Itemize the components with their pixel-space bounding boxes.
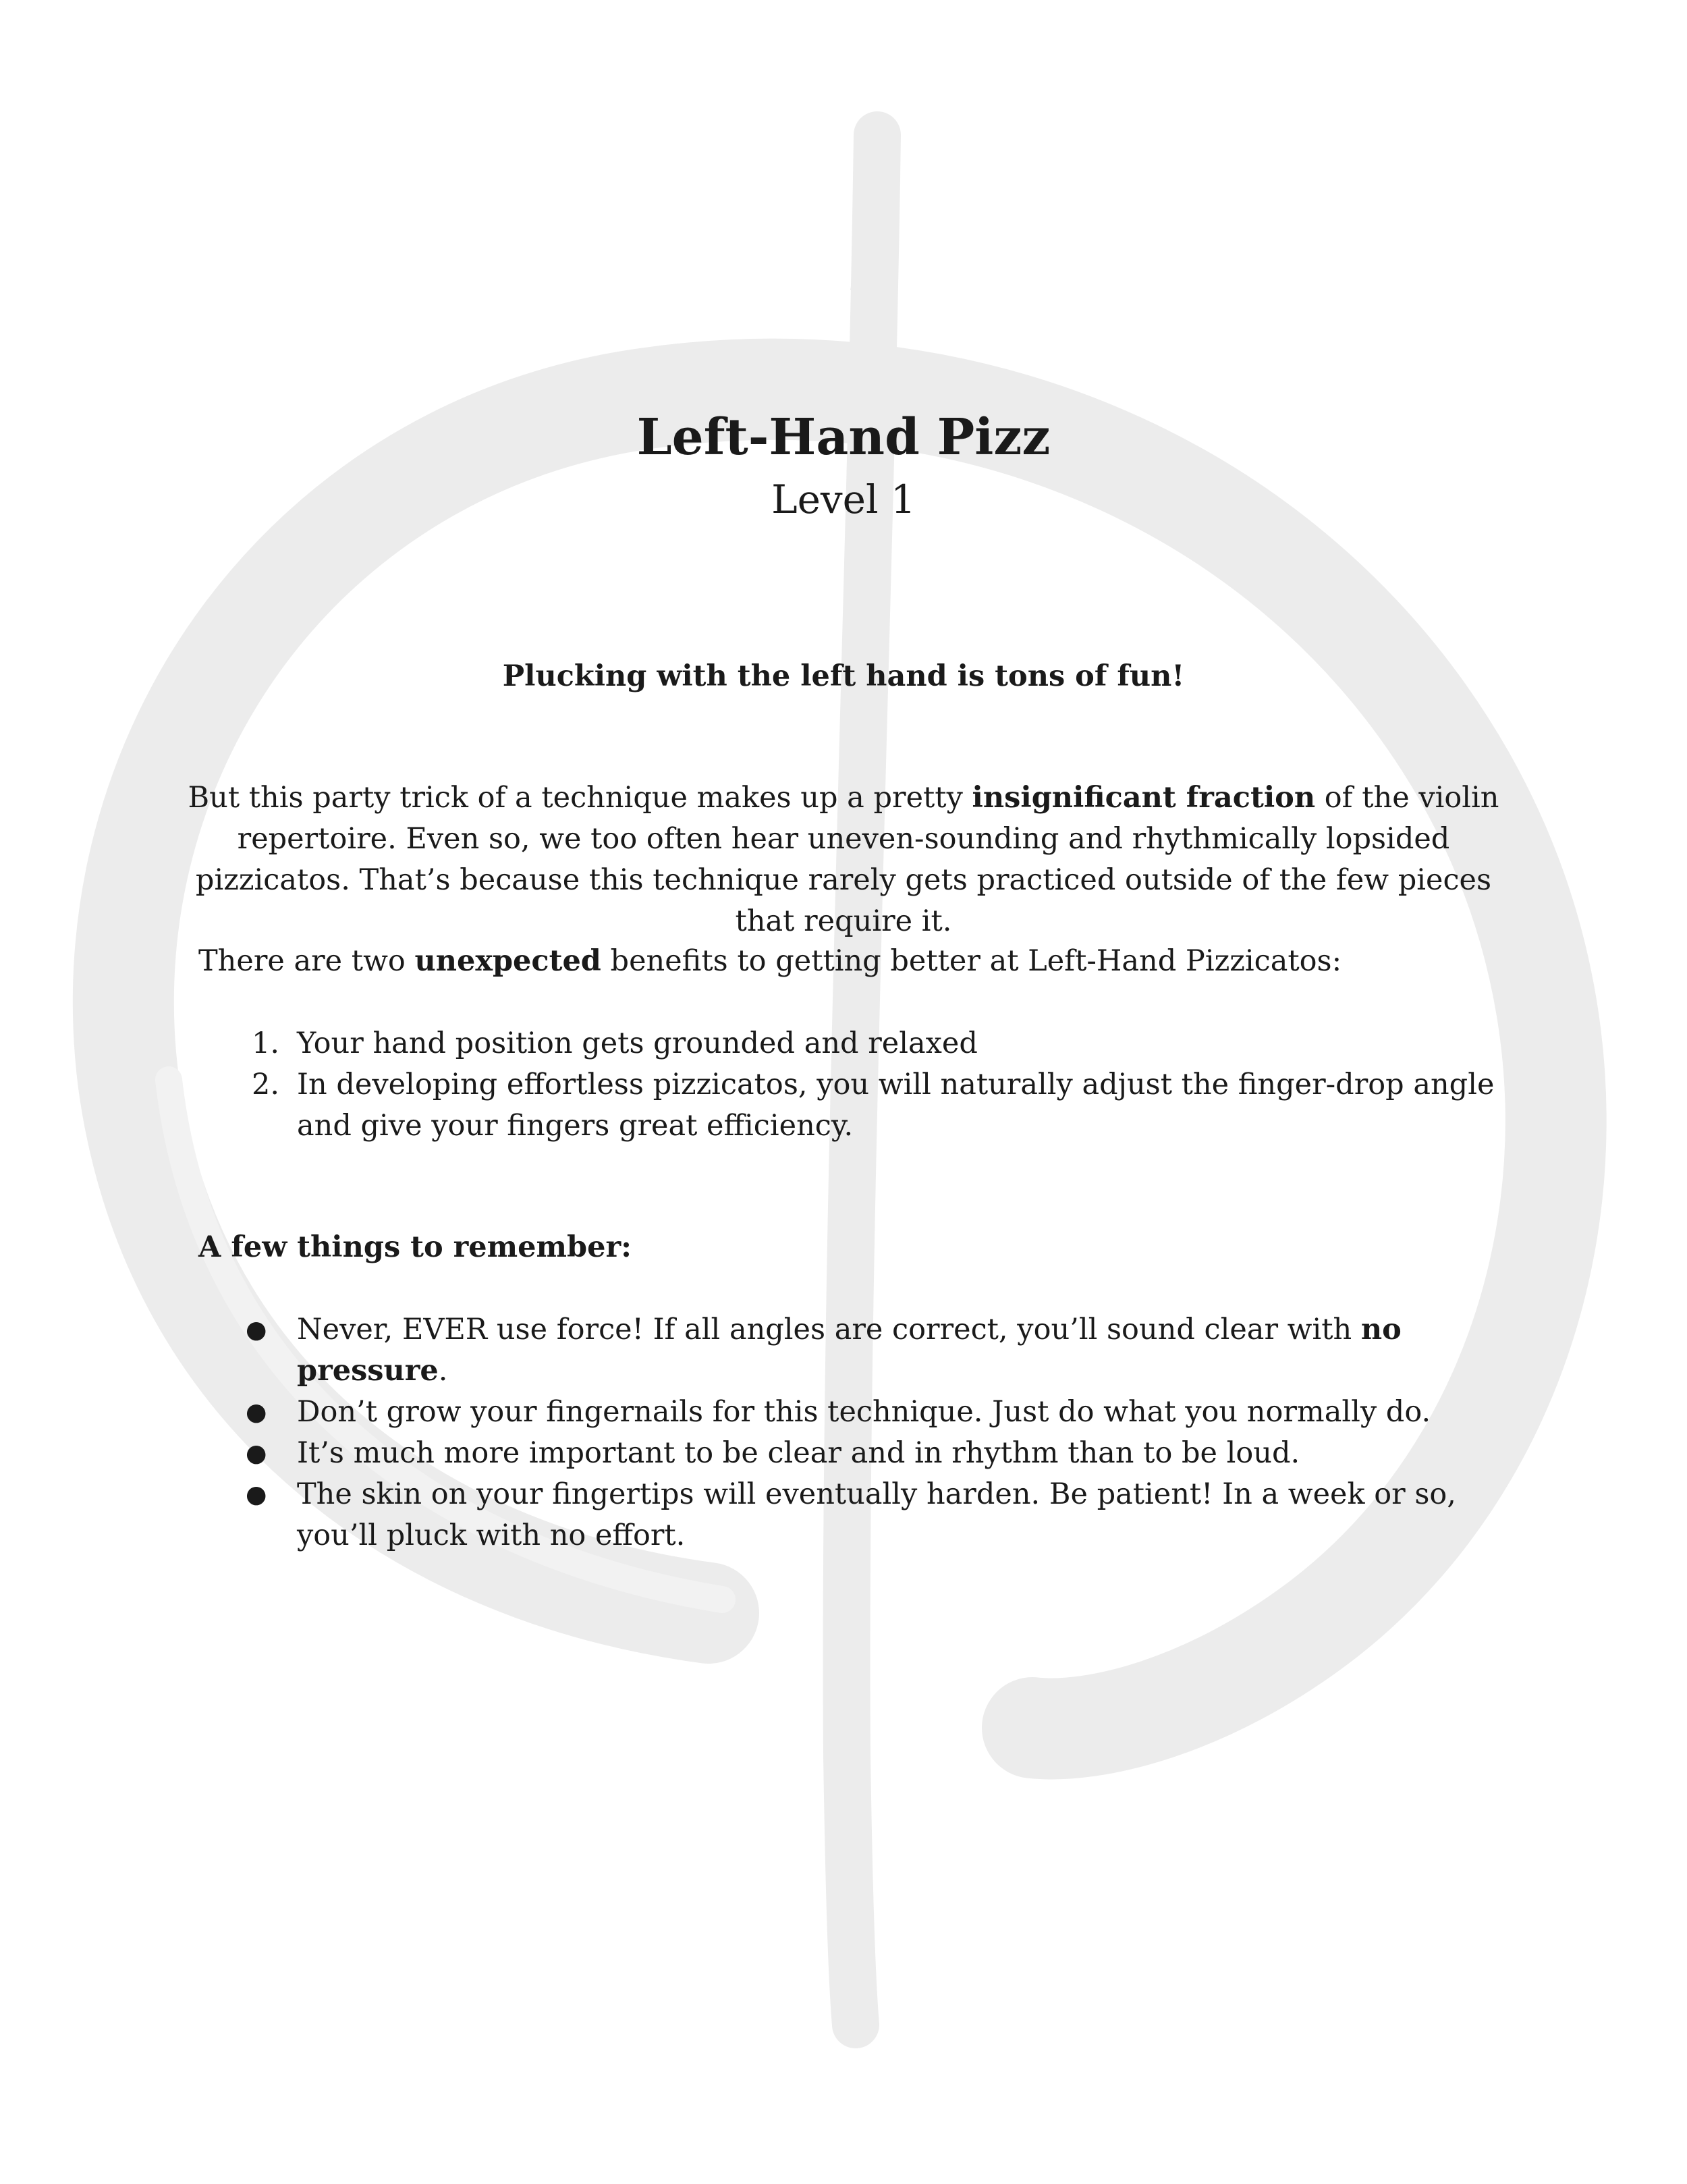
list-number: 1. (251, 1027, 279, 1060)
list-item-text-end: . (438, 1354, 448, 1388)
intro-paragraph (169, 777, 1518, 942)
intro-bold-text: insignificant fraction (972, 781, 1316, 815)
remember-list (198, 1309, 1514, 1556)
list-item-text: Don’t grow your fingernails for this technique. Just do what you normally do. (297, 1395, 1431, 1429)
list-item (198, 1392, 1514, 1433)
list-item-text: In developing effortless pizzicatos, you will naturally adjust the finger-drop angle and give your fingers great efficiency. (297, 1068, 1495, 1143)
list-item (198, 1023, 1514, 1064)
list-number: 2. (251, 1068, 279, 1101)
bullet-icon: ● (246, 1316, 267, 1344)
bullet-icon: ● (246, 1398, 267, 1426)
benefits-text-end: benefits to getting better at Left-Hand Pizzicatos: (601, 944, 1342, 978)
list-item-bold-text: no pressure (297, 1313, 1402, 1388)
bullet-icon: ● (246, 1481, 267, 1508)
list-item (198, 1433, 1514, 1474)
benefits-text-start: There are two (198, 944, 415, 978)
list-item-text-start: Never, EVER use force! If all angles are correct, you’ll sound clear with (297, 1313, 1361, 1346)
benefits-bold-text: unexpected (414, 944, 601, 978)
list-item (198, 1064, 1514, 1147)
list-item-text: The skin on your fingertips will eventually harden. Be patient! In a week or so, you’ll pluck with no effort. (297, 1477, 1456, 1552)
intro-text-end: of the violin repertoire. Even so, we too often hear uneven-sounding and rhythmically lopsided pizzicatos. That’s because this technique rarely gets practiced outside of the few pieces that require it. (195, 781, 1499, 938)
benefits-paragraph (198, 941, 1514, 982)
page-subtitle: Level 1 (771, 476, 916, 522)
benefits-list (198, 1023, 1514, 1147)
remember-heading: A few things to remember: (198, 1230, 632, 1264)
list-item (198, 1474, 1514, 1556)
intro-text-start: But this party trick of a technique makes up a pretty (188, 781, 972, 815)
list-item (198, 1309, 1514, 1392)
list-item-text: Your hand position gets grounded and relaxed (297, 1027, 978, 1060)
bullet-icon: ● (246, 1440, 267, 1467)
list-item-text: It’s much more important to be clear and in rhythm than to be loud. (297, 1436, 1300, 1470)
tagline: Plucking with the left hand is tons of fun! (502, 659, 1185, 693)
page-title: Left-Hand Pizz (636, 408, 1051, 466)
